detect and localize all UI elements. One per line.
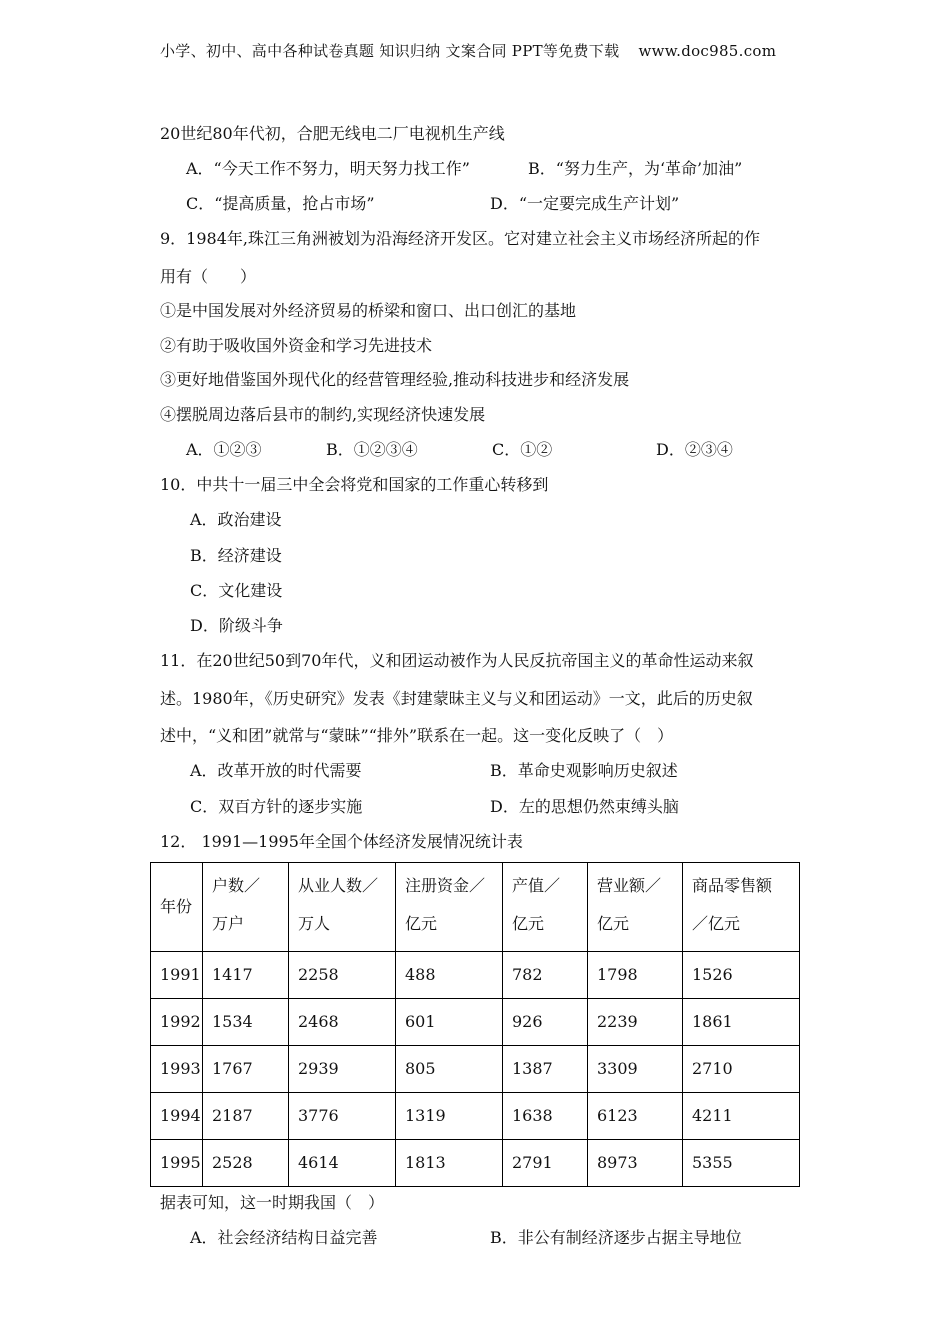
table-cell: 1861 <box>683 999 800 1046</box>
table-cell: 1319 <box>396 1093 503 1140</box>
stats-table <box>150 862 800 1187</box>
table-cell: 1387 <box>503 1046 588 1093</box>
table-cell: 2528 <box>203 1140 289 1187</box>
q11-stem-line1: 11．在20世纪50到70年代，义和团运动被作为人民反抗帝国主义的革命性运动来叙 <box>160 651 754 670</box>
header-cell-year: 年份 <box>151 863 203 952</box>
q8-option-b: B．“努力生产，为‘革命’加油” <box>528 159 743 178</box>
table-cell: 488 <box>396 952 503 999</box>
q11-stem-line3: 述中，“义和团”就常与“蒙昧”“排外”联系在一起。这一变化反映了（ ） <box>160 726 674 745</box>
q10-option-b: B．经济建设 <box>190 546 282 565</box>
table-cell: 2468 <box>289 999 396 1046</box>
table-cell: 1417 <box>203 952 289 999</box>
table-row <box>151 999 800 1046</box>
page-header <box>160 40 776 61</box>
q12-option-b: B．非公有制经济逐步占据主导地位 <box>490 1228 742 1247</box>
table-cell: 4614 <box>289 1140 396 1187</box>
table-cell: 1798 <box>588 952 683 999</box>
header-cell-capital: 注册资金／ 亿元 <box>396 863 503 952</box>
q10-option-a: A．政治建设 <box>190 510 282 529</box>
table-row <box>151 1093 800 1140</box>
table-cell: 2239 <box>588 999 683 1046</box>
table-row <box>151 952 800 999</box>
table-cell: 2187 <box>203 1093 289 1140</box>
table-row <box>151 1046 800 1093</box>
q11-option-d: D．左的思想仍然束缚头脑 <box>490 797 679 816</box>
q9-item-4: ④摆脱周边落后县市的制约,实现经济快速发展 <box>160 405 486 424</box>
table-cell: 1994 <box>151 1093 203 1140</box>
header-cell-retail: 商品零售额 ／亿元 <box>683 863 800 952</box>
table-cell: 1534 <box>203 999 289 1046</box>
table-cell: 3776 <box>289 1093 396 1140</box>
q11-stem-line2: 述。1980年，《历史研究》发表《封建蒙昧主义与义和团运动》一文，此后的历史叙 <box>160 689 753 708</box>
table-header-row <box>151 863 800 952</box>
q9-option-d: D．②③④ <box>656 440 733 459</box>
table-cell: 1526 <box>683 952 800 999</box>
q10-stem: 10．中共十一届三中全会将党和国家的工作重心转移到 <box>160 475 549 494</box>
q8-option-c: C．“提高质量，抢占市场” <box>186 194 375 213</box>
table-cell: 1993 <box>151 1046 203 1093</box>
table-cell: 6123 <box>588 1093 683 1140</box>
table-cell: 1813 <box>396 1140 503 1187</box>
table-cell: 2939 <box>289 1046 396 1093</box>
q9-option-b: B．①②③④ <box>326 440 418 459</box>
q10-option-d: D．阶级斗争 <box>190 616 283 635</box>
table-cell: 8973 <box>588 1140 683 1187</box>
table-cell: 5355 <box>683 1140 800 1187</box>
table-cell: 782 <box>503 952 588 999</box>
table-cell: 2258 <box>289 952 396 999</box>
table-row <box>151 1140 800 1187</box>
q9-item-3: ③更好地借鉴国外现代化的经营管理经验,推动科技进步和经济发展 <box>160 370 630 389</box>
header-cell-output: 产值／ 亿元 <box>503 863 588 952</box>
q8-option-a: A．“今天工作不努力，明天努力找工作” <box>186 159 470 178</box>
table-cell: 601 <box>396 999 503 1046</box>
q9-option-a: A．①②③ <box>186 440 262 459</box>
table-cell: 2710 <box>683 1046 800 1093</box>
header-cell-employees: 从业人数／ 万人 <box>289 863 396 952</box>
q11-option-a: A．改革开放的时代需要 <box>190 761 362 780</box>
q8-stem: 20世纪80年代初，合肥无线电二厂电视机生产线 <box>160 124 505 143</box>
q11-option-b: B．革命史观影响历史叙述 <box>490 761 678 780</box>
q9-option-c: C．①② <box>492 440 553 459</box>
table-cell: 1992 <box>151 999 203 1046</box>
table-cell: 1767 <box>203 1046 289 1093</box>
q12-question: 据表可知，这一时期我国（ ） <box>160 1193 385 1212</box>
q11-option-c: C．双百方针的逐步实施 <box>190 797 363 816</box>
q9-stem-line1: 9．1984年,珠江三角洲被划为沿海经济开发区。它对建立社会主义市场经济所起的作 <box>160 229 760 248</box>
q9-item-2: ②有助于吸收国外资金和学习先进技术 <box>160 336 433 355</box>
q10-option-c: C．文化建设 <box>190 581 283 600</box>
q8-option-d: D．“一定要完成生产计划” <box>490 194 680 213</box>
table-cell: 3309 <box>588 1046 683 1093</box>
table-cell: 2791 <box>503 1140 588 1187</box>
table-cell: 926 <box>503 999 588 1046</box>
header-site: www.doc985.com <box>638 42 777 60</box>
header-text: 小学、初中、高中各种试卷真题 知识归纳 文案合同 PPT等免费下载 <box>160 42 620 60</box>
q9-item-1: ①是中国发展对外经济贸易的桥梁和窗口、出口创汇的基地 <box>160 301 577 320</box>
table-cell: 1995 <box>151 1140 203 1187</box>
table-cell: 805 <box>396 1046 503 1093</box>
table-cell: 1991 <box>151 952 203 999</box>
table-cell: 1638 <box>503 1093 588 1140</box>
q9-stem-line2: 用有（ ） <box>160 267 257 286</box>
q12-option-a: A．社会经济结构日益完善 <box>190 1228 378 1247</box>
header-cell-revenue: 营业额／ 亿元 <box>588 863 683 952</box>
q12-stem: 12． 1991—1995年全国个体经济发展情况统计表 <box>160 832 523 851</box>
header-cell-households: 户数／ 万户 <box>203 863 289 952</box>
table-cell: 4211 <box>683 1093 800 1140</box>
